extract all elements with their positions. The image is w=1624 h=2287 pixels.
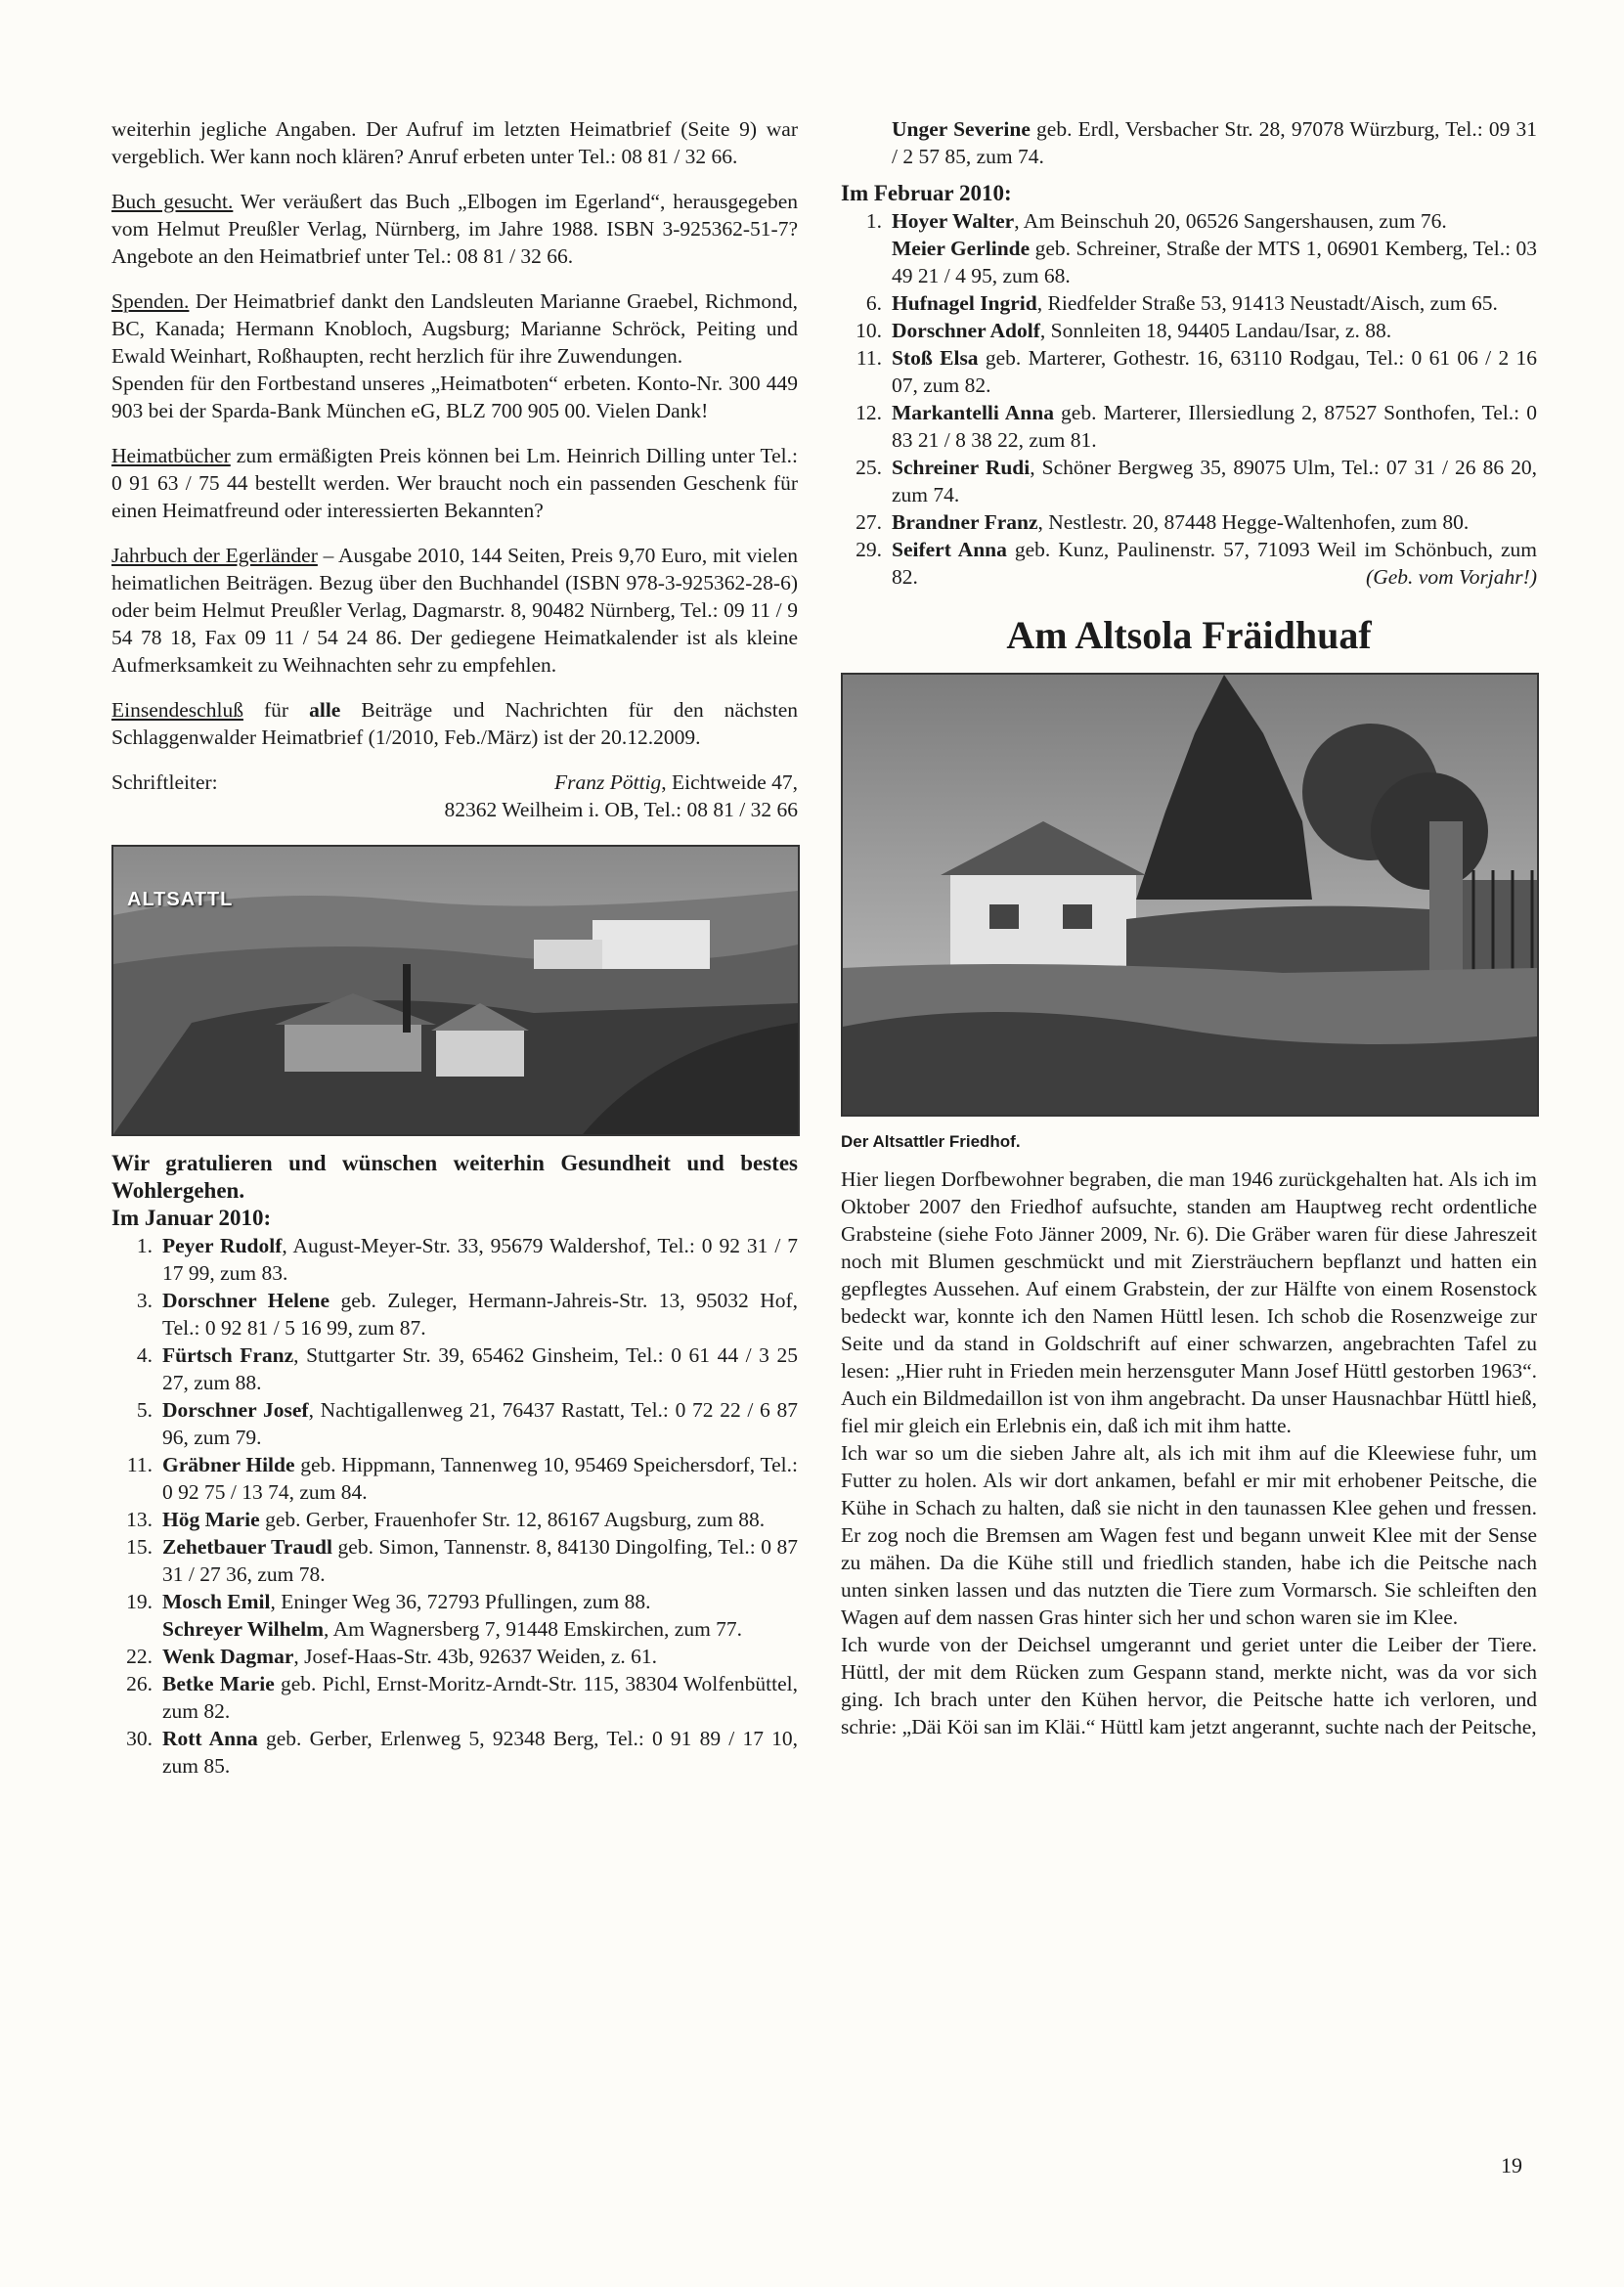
entry-name: Wenk Dagmar (162, 1645, 294, 1668)
editor-name: Franz Pöttig (553, 770, 662, 794)
entry-details: , Riedfelder Straße 53, 91413 Neustadt/Aisch, zum 65. (1036, 291, 1498, 315)
entry-text (162, 1588, 798, 1643)
entry-details: geb. Pichl, Ernst-Moritz-Arndt-Str. 115, 38304 Wolfenbüttel, zum 82. (162, 1672, 798, 1723)
entry-name: Brandner Franz (892, 510, 1038, 534)
donations-label: Spenden. (111, 289, 190, 313)
entry-name: Dorschner Helene (162, 1289, 330, 1312)
entry-text (892, 344, 1537, 399)
birthday-entry (111, 1533, 798, 1588)
entry-name: Hög Marie (162, 1508, 260, 1531)
deadline-text: Beiträge und Nachrichten für den nächsten Schlaggenwalder Heimatbrief (1/2010, Feb./März) ist der 20.12.2009. (111, 698, 798, 749)
entry-day: 15. (126, 1535, 153, 1559)
birthday-entry (111, 1451, 798, 1506)
altsattl-photo (111, 845, 800, 1136)
entry-details: geb. Marterer, Gothestr. 16, 63110 Rodgau, Tel.: 0 61 06 / 2 16 07, zum 82. (892, 346, 1537, 397)
birthday-entry (841, 536, 1537, 591)
deadline-paragraph (111, 696, 798, 751)
entry-day: 13. (126, 1508, 153, 1531)
entry-details: , Eninger Weg 36, 72793 Pfullingen, zum 88. (270, 1590, 651, 1613)
entry-day: 19. (126, 1590, 153, 1613)
entry-second-person (892, 235, 1537, 289)
book-wanted-text: Wer veräußert das Buch „Elbogen im Egerland“, herausgegeben vom Helmut Preußler Verlag, Nürnberg, im Jahre 1988. ISBN 3-925362-51-7? Angebote an den Heimatbrief unter Tel.: 08 81 / 32 66. (111, 190, 798, 268)
entry-text (162, 1396, 798, 1451)
january-birthday-list (111, 1232, 798, 1780)
entry-text (892, 207, 1537, 289)
yearbook-paragraph (111, 542, 798, 679)
entry-details: , Josef-Haas-Str. 43b, 92637 Weiden, z. 61. (293, 1645, 658, 1668)
birthday-entry (111, 1588, 798, 1643)
entry-text (892, 289, 1537, 317)
birthday-entry (841, 317, 1537, 344)
entry-day: 10. (856, 319, 882, 342)
deadline-label: Einsendeschluß (111, 698, 243, 722)
entry-details: , Nestlestr. 20, 87448 Hegge-Waltenhofen, zum 80. (1037, 510, 1470, 534)
birthday-entry (111, 1287, 798, 1341)
entry-name: Fürtsch Franz (162, 1343, 294, 1367)
entry-details: , Stuttgarter Str. 39, 65462 Ginsheim, Tel.: 0 61 44 / 3 25 27, zum 88. (162, 1343, 798, 1394)
article-paragraph-2: Ich war so um die sieben Jahre alt, als ich mit ihm auf die Kleewiese fuhr, um Futter zu holen. Als wir dort ankamen, befahl er mir mit erhobener Peitsche, die Kühe in Schach zu halten, daß sie nicht in den taunassen Klee gehen und fressen. Er zog noch die Bremsen am Wagen fest und begann unweit Klee mit der Sense zu mähen. Da die Kühe still und friedlich standen, habe ich die Peitsche nach unten sinken lassen und das nutzten die Tiere zum Vormarsch. Sie schleiften den Wagen auf dem nassen Gras hinter sich her und schon waren sie im Klee. (841, 1441, 1537, 1629)
deadline-mid: für (242, 698, 310, 722)
continuation-details: geb. Erdl, Versbacher Str. 28, 97078 Würzburg, Tel.: 09 31 / 2 57 85, zum 74. (892, 117, 1537, 168)
yearbook-label: Jahrbuch der Egerländer (111, 544, 318, 567)
photo-caption: Der Altsattler Friedhof. (841, 1132, 1021, 1151)
entry-name: Hoyer Walter (892, 209, 1015, 233)
book-wanted-label: Buch gesucht. (111, 190, 234, 213)
entry-text (162, 1533, 798, 1588)
entry-text (162, 1341, 798, 1396)
january-heading: Im Januar 2010: (111, 1206, 272, 1230)
donations-text: Der Heimatbrief dankt den Landsleuten Marianne Graebel, Richmond, BC, Kanada; Hermann Knobloch, Augsburg; Marianne Schröck, Peiting und Ewald Weinhart, Roßhaupten, recht herzlich für ihre Zuwendungen. (111, 289, 798, 368)
entry-text (892, 508, 1537, 536)
entry-name: Meier Gerlinde (892, 237, 1031, 260)
birthday-entry (841, 207, 1537, 289)
homeland-books-text: zum ermäßigten Preis können bei Lm. Heinrich Dilling unter Tel.: 0 91 63 / 75 44 bestellt werden. Wer braucht noch ein passenden Geschenk für einen Heimatfreund oder interessierten Bekannten? (111, 444, 798, 522)
cemetery-photo-image (843, 675, 1537, 1115)
entry-day: 27. (856, 510, 882, 534)
entry-details: geb. Kunz, Paulinenstr. 57, 71093 Weil im Schönbuch, zum 82. (892, 538, 1537, 589)
birthday-entry (111, 1232, 798, 1287)
entry-day: 3. (136, 1289, 153, 1312)
entry-second-person (162, 1615, 798, 1643)
continuation-name: Unger Severine (892, 117, 1031, 141)
donations-paragraph (111, 287, 798, 370)
entry-day: 1. (136, 1234, 153, 1257)
entry-text (892, 399, 1537, 454)
birthday-entry (841, 508, 1537, 536)
entry-name: Seifert Anna (892, 538, 1007, 561)
left-column (111, 115, 798, 1785)
article-body (841, 1165, 1537, 1740)
entry-details: , Nachtigallenweg 21, 76437 Rastatt, Tel.: 0 72 22 / 6 87 96, zum 79. (162, 1398, 798, 1449)
entry-text (162, 1232, 798, 1287)
book-wanted-paragraph (111, 188, 798, 270)
editor-address-2: 82362 Weilheim i. OB, Tel.: 08 81 / 32 66 (444, 798, 798, 821)
cemetery-photo (841, 673, 1539, 1117)
entry-details: , Sonnleiten 18, 94405 Landau/Isar, z. 88. (1039, 319, 1392, 342)
entry-day: 22. (126, 1645, 153, 1668)
entry-day: 1. (865, 209, 882, 233)
entry-details: geb. Simon, Tannenstr. 8, 84130 Dingolfing, Tel.: 0 87 31 / 27 36, zum 78. (162, 1535, 798, 1586)
entry-text (892, 454, 1537, 508)
entry-details: , August-Meyer-Str. 33, 95679 Waldershof, Tel.: 0 92 31 / 7 17 99, zum 83. (162, 1234, 798, 1285)
homeland-books-label: Heimatbücher (111, 444, 231, 467)
entry-text (162, 1451, 798, 1506)
birthday-entry (111, 1670, 798, 1725)
yearbook-text: – Ausgabe 2010, 144 Seiten, Preis 9,70 Euro, mit vielen heimatlichen Beiträgen. Bezug über den Buchhandel (ISBN 978-3-925362-28-6) oder beim Helmut Preußler Verlag, Dagmarstr. 8, 90482 Nürnberg, Tel.: 09 11 / 9 54 78 18, Fax 09 11 / 54 24 86. Der gediegene Heimatkalender ist als kleine Aufmerksamkeit zu Weihnachten sehr zu empfehlen. (111, 544, 798, 677)
birthday-entry (841, 454, 1537, 508)
entry-text (162, 1506, 798, 1533)
entry-day: 11. (126, 1453, 153, 1476)
february-heading: Im Februar 2010: (841, 181, 1012, 205)
homeland-books-paragraph (111, 442, 798, 524)
entry-text (892, 536, 1537, 591)
birthday-continuation (892, 115, 1537, 170)
birthday-entry (111, 1341, 798, 1396)
deadline-bold: alle (309, 698, 341, 722)
entry-day: 11. (856, 346, 882, 370)
entry-name: Dorschner Josef (162, 1398, 309, 1422)
congratulations-heading: Wir gratulieren und wünschen weiterhin Gesundheit und bestes Wohlergehen. (111, 1151, 798, 1203)
entry-day: 12. (856, 401, 882, 424)
birthday-entry (841, 344, 1537, 399)
entry-details: geb. Hippmann, Tannenweg 10, 95469 Speichersdorf, Tel.: 0 92 75 / 13 74, zum 84. (162, 1453, 798, 1504)
entry-name: Peyer Rudolf (162, 1234, 283, 1257)
entry-text (162, 1725, 798, 1780)
editor-line (111, 769, 798, 796)
entry-details: geb. Zuleger, Hermann-Jahreis-Str. 13, 95032 Hof, Tel.: 0 92 81 / 5 16 99, zum 87. (162, 1289, 799, 1340)
entry-name: Mosch Emil (162, 1590, 271, 1613)
entry-name: Rott Anna (162, 1727, 258, 1750)
entry-name: Schreiner Rudi (892, 456, 1031, 479)
february-birthday-list (841, 207, 1537, 591)
entry-day: 4. (136, 1343, 153, 1367)
birthday-entry (111, 1396, 798, 1451)
entry-text (162, 1287, 798, 1341)
birthday-entry (841, 289, 1537, 317)
article-title: Am Altsola Fräidhuaf (1006, 613, 1372, 657)
entry-details: geb. Gerber, Frauenhofer Str. 12, 86167 Augsburg, zum 88. (259, 1508, 766, 1531)
entry-name: Dorschner Adolf (892, 319, 1040, 342)
entry-details: , Am Beinschuh 20, 06526 Sangershausen, zum 76. (1014, 209, 1447, 233)
right-column (841, 115, 1537, 1740)
editor-label: Schriftleiter: (111, 770, 218, 794)
entry-details: geb. Gerber, Erlenweg 5, 92348 Berg, Tel.: 0 91 89 / 17 10, zum 85. (162, 1727, 798, 1778)
entry-text (162, 1643, 798, 1670)
entry-day: 5. (136, 1398, 153, 1422)
page-number: 19 (1501, 2153, 1522, 2177)
birthday-entry (111, 1506, 798, 1533)
article-paragraph-1: Hier liegen Dorfbewohner begraben, die man 1946 zurückgehalten hat. Als ich im Oktober 2007 den Friedhof aufsuchte, standen am Hauptweg recht ordentliche Grabsteine (siehe Foto Jänner 2009, Nr. 6). Die Gräber waren für diese Jahreszeit noch mit Blumen geschmückt und mit Ziersträuchern bepflanzt und hatten ein gepflegtes Aussehen. Auf einem Grabstein, der zur Hälfte von einem Rosenstock bedeckt war, konnte ich den Namen Hüttl lesen. Ich schob die Rosenzweige zur Seite und da stand in Goldschrift auf einer schwarzen, angebrachten Tafel zu lesen: „Hier ruht in Frieden mein herzensguter Mann Josef Hüttl gestorben 1963“. Auch ein Bildmedaillon ist von ihm angebracht. Da unser Hausnachbar Hüttl hieß, fiel mir gleich ein Erlebnis ein, daß ich mit ihm hatte. (841, 1167, 1537, 1437)
entry-details: , Schöner Bergweg 35, 89075 Ulm, Tel.: 07 31 / 26 86 20, zum 74. (892, 456, 1537, 506)
entry-name: Schreyer Wilhelm (162, 1617, 325, 1641)
entry-text (162, 1670, 798, 1725)
editor-address-1: , Eichtweide 47, (661, 770, 798, 794)
intro-paragraph: weiterhin jegliche Angaben. Der Aufruf im letzten Heimatbrief (Seite 9) war vergeblich. Wer kann noch klären? Anruf erbeten unter Tel.: 08 81 / 32 66. (111, 117, 798, 168)
entry-name: Stoß Elsa (892, 346, 979, 370)
donations-request: Spenden für den Fortbestand unseres „Heimatboten“ erbeten. Konto-Nr. 300 449 903 bei der Sparda-Bank München eG, BLZ 700 905 00. Vielen Dank! (111, 372, 798, 422)
entry-details: geb. Marterer, Illersiedlung 2, 87527 Sonthofen, Tel.: 0 83 21 / 8 38 22, zum 81. (892, 401, 1537, 452)
entry-day: 29. (856, 538, 882, 561)
entry-day: 6. (865, 291, 882, 315)
entry-day: 25. (856, 456, 882, 479)
entry-note: (Geb. vom Vorjahr!) (1366, 565, 1537, 589)
article-paragraph-3: Ich wurde von der Deichsel umgerannt und geriet unter die Leiber der Tiere. Hüttl, der mit dem Rücken zum Gespann stand, merkte nicht, was da vor sich ging. Ich brach unter den Kühen hervor, die Peitsche hatte ich verloren, und schrie: „Däi Köi san im Kläi.“ Hüttl kam jetzt angerannt, suchte nach der Peitsche, (841, 1633, 1537, 1738)
birthday-entry (111, 1643, 798, 1670)
entry-details: , Am Wagnersberg 7, 91448 Emskirchen, zum 77. (324, 1617, 743, 1641)
entry-name: Zehetbauer Traudl (162, 1535, 332, 1559)
birthday-entry (111, 1725, 798, 1780)
entry-name: Gräbner Hilde (162, 1453, 295, 1476)
entry-name: Markantelli Anna (892, 401, 1054, 424)
entry-day: 30. (126, 1727, 153, 1750)
entry-day: 26. (126, 1672, 153, 1695)
entry-details: geb. Schreiner, Straße der MTS 1, 06901 Kemberg, Tel.: 03 49 21 / 4 95, zum 68. (892, 237, 1537, 287)
entry-name: Betke Marie (162, 1672, 275, 1695)
altsattl-photo-label: ALTSATTL (127, 889, 234, 910)
entry-text (892, 317, 1537, 344)
entry-name: Hufnagel Ingrid (892, 291, 1037, 315)
birthday-entry (841, 399, 1537, 454)
